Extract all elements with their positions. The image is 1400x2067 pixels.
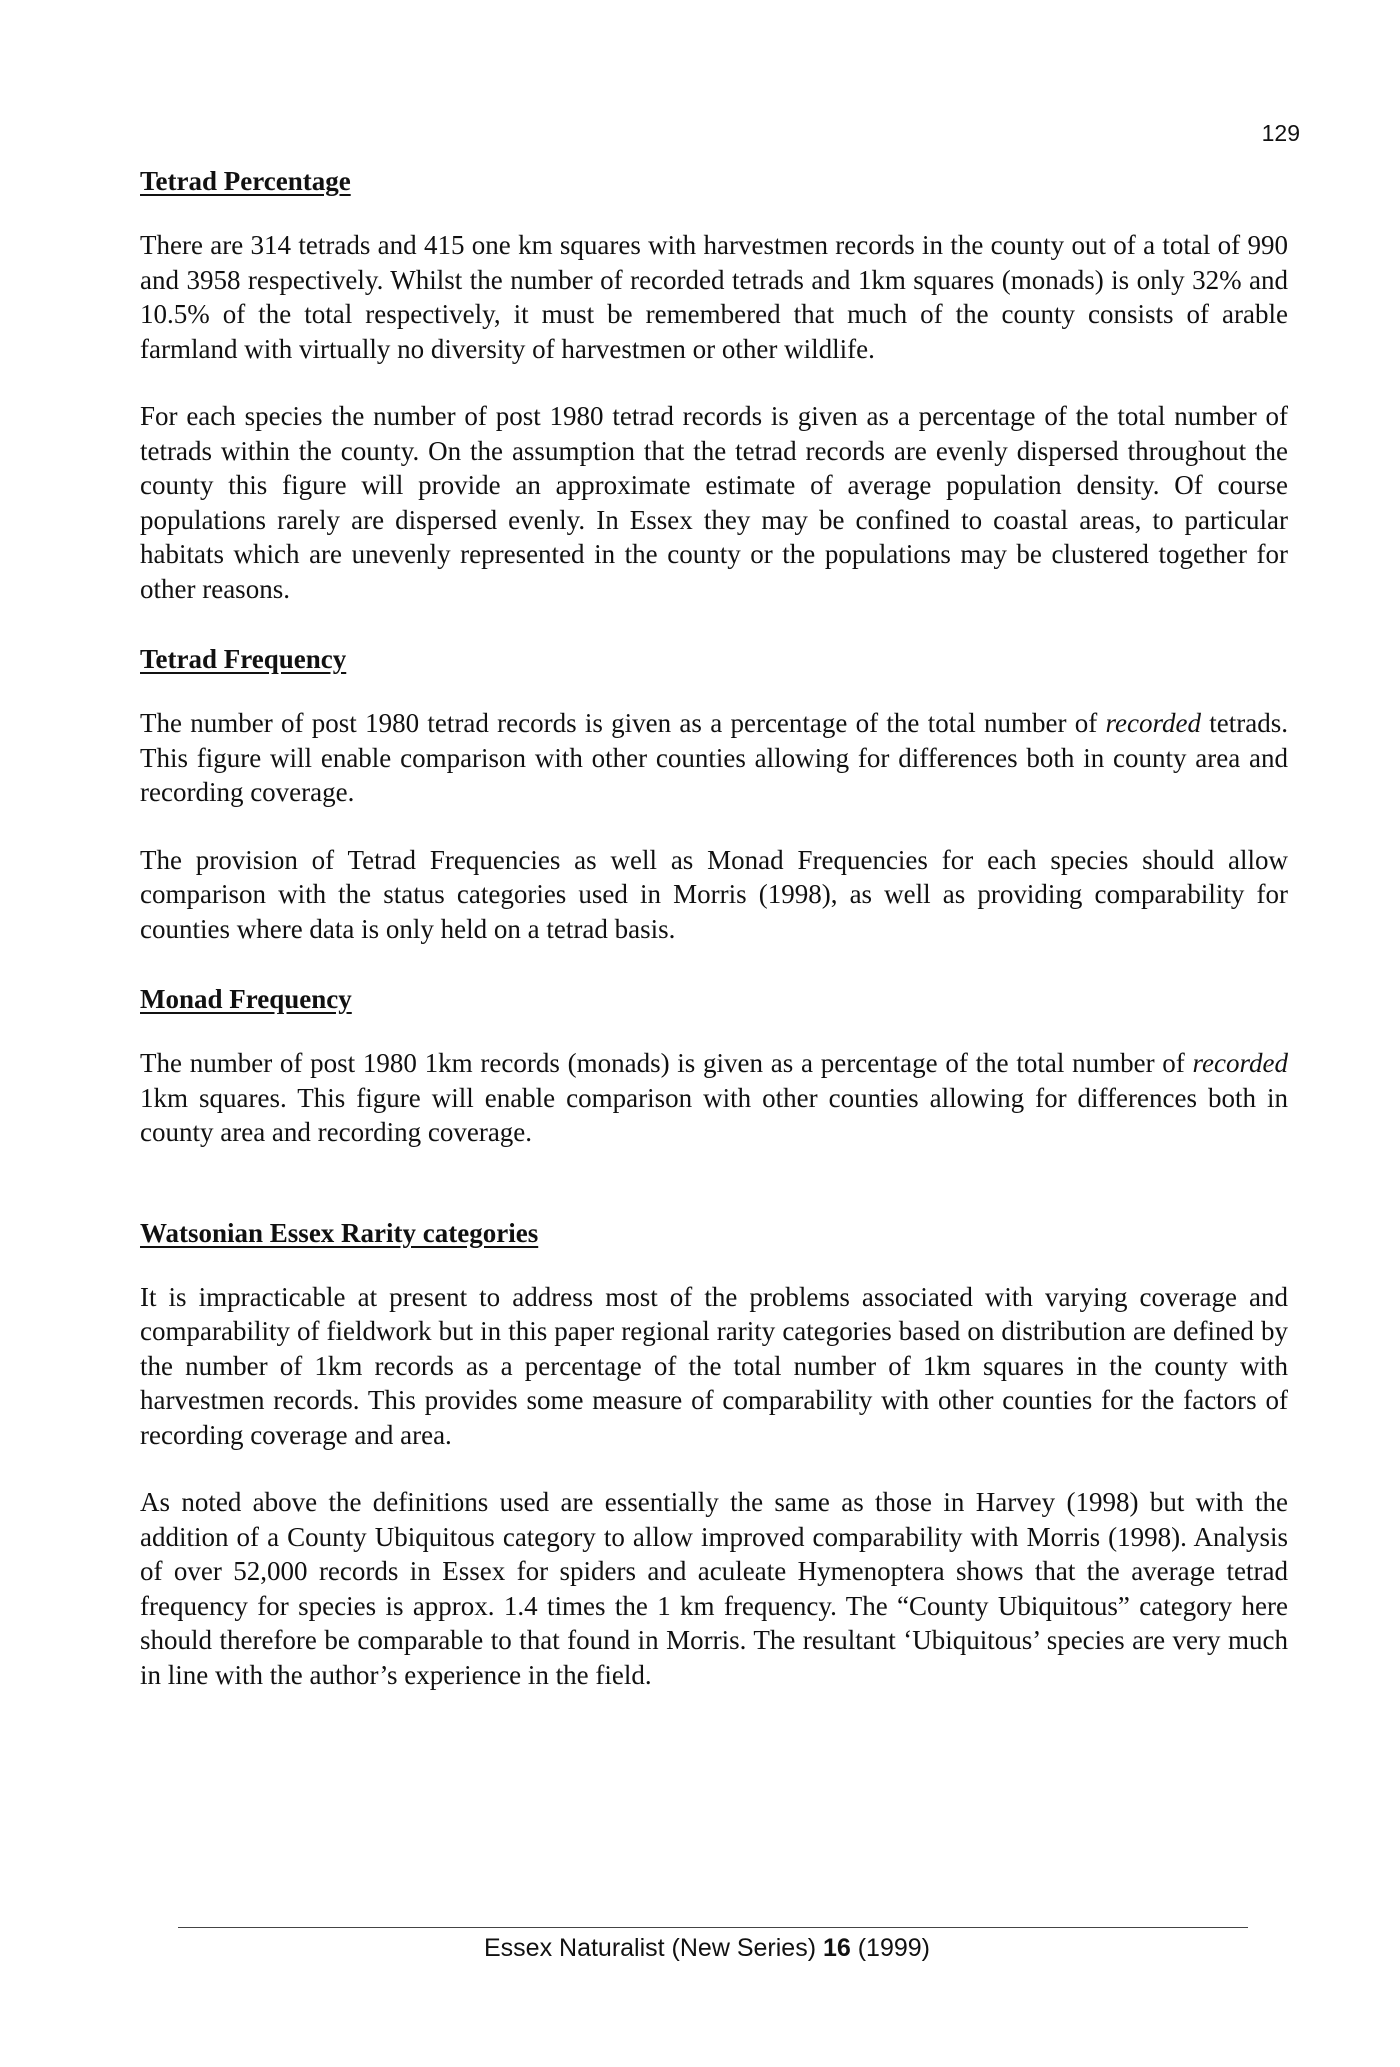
rarity-categories-paragraph-1: It is impracticable at present to address most of the problems associated with varying coverage and comparability of fieldwork but in this paper regional rarity categories based on distribution are defined by the number of 1km records as a percentage of the total number of 1km squares in the county with harvestmen records. This provides some measure of comparability with other counties for the factors of recording coverage and area. (140, 1281, 1288, 1450)
tetrad-percentage-paragraph-1: There are 314 tetrads and 415 one km squares with harvestmen records in the county out of a total of 990 and 3958 respectively. Whilst the number of recorded tetrads and 1km squares (monads) is only 32% and 10.5% of the total respectively, it must be remembered that much of the county consists of arable farmland with virtually no diversity of harvestmen or other wildlife. (140, 230, 1288, 364)
tetrad-percentage-paragraph-2: For each species the number of post 1980 tetrad records is given as a percentage of the total number of tetrads within the county. On the assumption that the tetrad records are evenly dispersed throughout the county this figure will provide an approximate estimate of average population density. Of course populations rarely are dispersed evenly. In Essex they may be confined to coastal areas, to particular habitats which are unevenly represented in the county or the populations may be clustered together for other reasons. (140, 401, 1288, 604)
heading-tetrad-percentage: Tetrad Percentage (140, 166, 351, 196)
tetrad-frequency-paragraph-2: The provision of Tetrad Frequencies as well as Monad Frequencies for each species should allow comparison with the status categories used in Morris (1998), as well as providing comparability for counties where data is only held on a tetrad basis. (140, 844, 1288, 944)
emphasis-recorded: recorded (1192, 1048, 1288, 1078)
footer-divider (178, 1927, 1248, 1928)
footer-volume: 16 (822, 1934, 851, 1962)
rarity-categories-paragraph-2: As noted above the definitions used are essentially the same as those in Harvey (1998) but with the addition of a County Ubiquitous category to allow improved comparability with Morris (1998). Analysis of over 52,000 records in Essex for spiders and aculeate Hymenoptera shows that the average tetrad frequency for species is approx. 1.4 times the 1 km frequency. The “County Ubiquitous” category here should therefore be comparable to that found in Morris. The resultant ‘Ubiquitous’ species are very much in line with the author’s experience in the field. (140, 1487, 1288, 1690)
emphasis-recorded: recorded (1105, 708, 1201, 738)
page-body (140, 164, 1288, 1692)
heading-tetrad-frequency: Tetrad Frequency (140, 644, 347, 674)
footer-citation: Essex Naturalist (New Series) 16 (1999) (483, 1934, 930, 1962)
heading-monad-frequency: Monad Frequency (140, 984, 352, 1014)
page-number: 129 (1261, 120, 1300, 146)
heading-rarity-categories: Watsonian Essex Rarity categories (140, 1217, 539, 1248)
monad-frequency-paragraph-1: The number of post 1980 1km records (monads) is given as a percentage of the total number of recorded 1km squares. This figure will enable comparison with other counties allowing for differences both in county area and recording coverage. (140, 1048, 1288, 1147)
tetrad-frequency-paragraph-1: The number of post 1980 tetrad records is given as a percentage of the total number of recorded tetrads. This figure will enable comparison with other counties allowing for differences both in county area and recording coverage. (140, 708, 1288, 807)
